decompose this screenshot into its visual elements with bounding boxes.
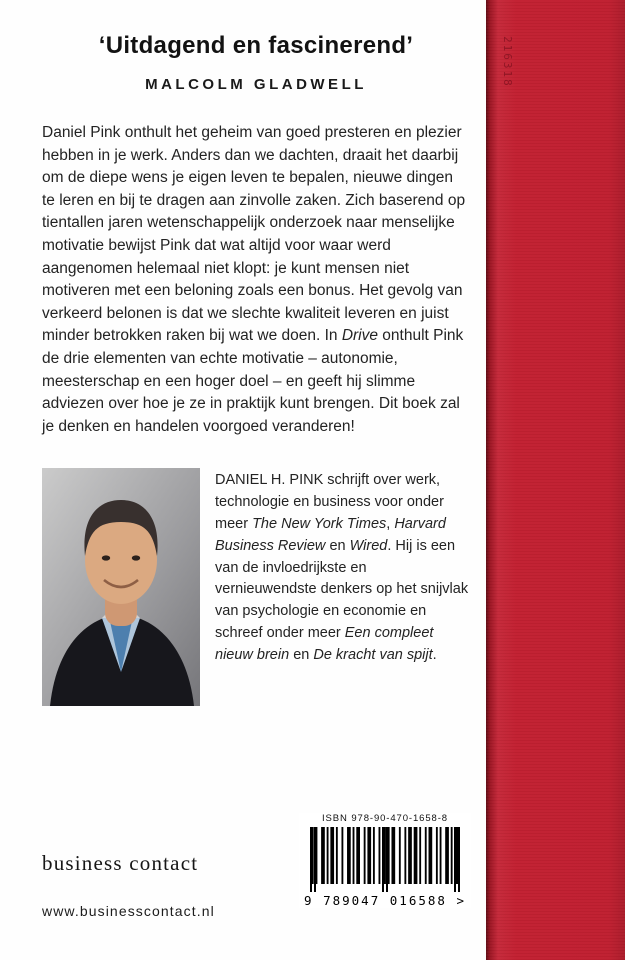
right-eye: [132, 556, 140, 561]
spine: [486, 0, 625, 960]
isbn-label: ISBN 978-90-470-1658-8: [322, 813, 448, 824]
barcode-bars: [310, 827, 460, 892]
publisher-website: www.businesscontact.nl: [42, 903, 215, 919]
barcode-digits: 9 789047 016588 >: [304, 893, 466, 908]
left-eye: [102, 556, 110, 561]
author-bio: DANIEL H. PINK schrijft over werk, technologie en business voor onder meer The New York Times, Harvard Business Review en Wired. Hij is een van de invloedrijkste en vernieuwendste denkers op het snijvlak van psychologie en economie en schreef onder meer Een compleet nieuw brein en De kracht van spijt.: [215, 472, 469, 663]
author-section: [42, 468, 470, 706]
cover-content: [42, 0, 470, 706]
author-photo: [42, 468, 200, 706]
barcode: [299, 813, 471, 908]
publisher-logo: business contact: [42, 851, 199, 875]
review-quote: ‘Uitdagend en fascinerend’: [98, 32, 414, 59]
review-author: MALCOLM GLADWELL: [145, 76, 367, 93]
spine-code: 216318: [501, 36, 514, 88]
blurb-text: Daniel Pink onthult het geheim van goed presteren en plezier hebben in je werk. Anders dan we dachten, draait het daarbij om de diepe wens je eigen leven te bepalen, nieuwe dingen te leren en bij te dragen aan zinvolle zaken. Zich baserend op tientallen jaren wetenschappelijk onderzoek naar menselijke motivatie bewijst Pink dat wat altijd voor waar werd aangenomen helemaal niet klopt: je kunt mensen niet motiveren met een beloning zoals een bonus. Het gevolg van verkeerd belonen is dat we slechte kwaliteit leveren en juist minder betrokken raken bij wat we doen. In Drive onthult Pink de drie elementen van echte motivatie – autonomie, meesterschap en een hoger doel – en geeft hij slimme adviezen over hoe je ze in praktijk kunt brengen. Dit boek zal je denken en handelen voorgoed veranderen!: [42, 124, 466, 435]
